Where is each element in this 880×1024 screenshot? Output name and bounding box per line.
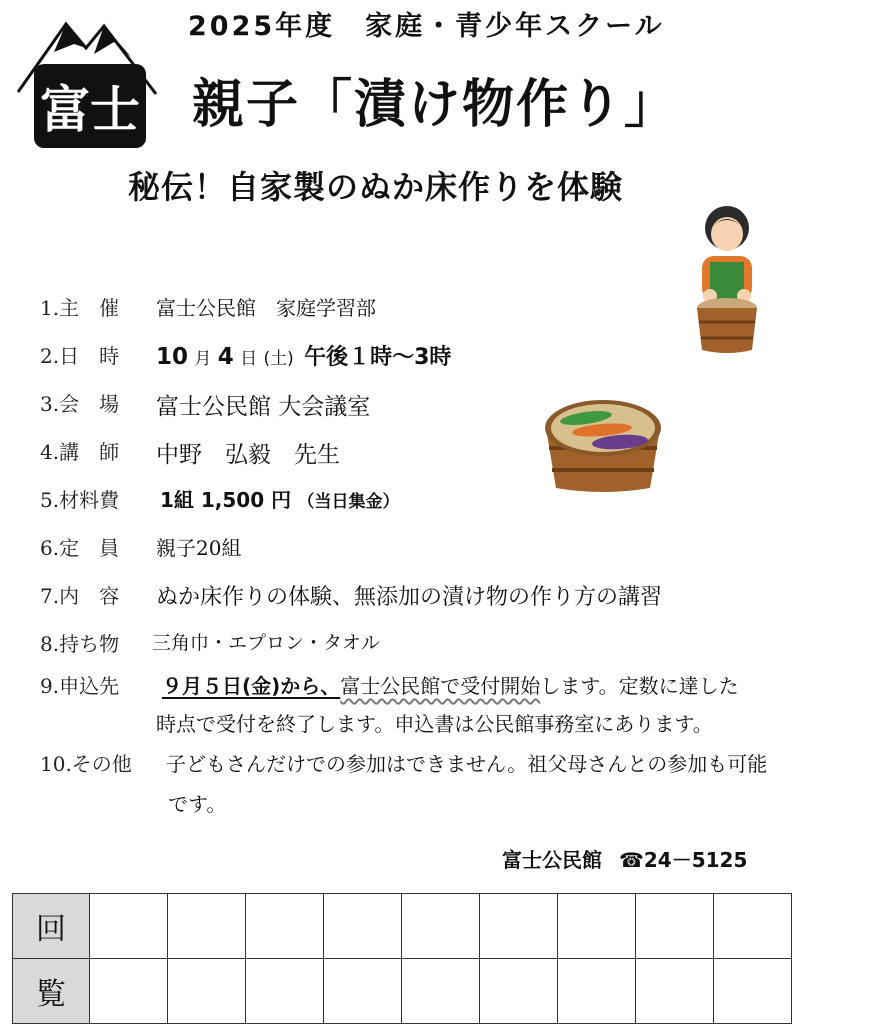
circulation-char: 回 bbox=[13, 894, 90, 959]
item-label: 9.申込先 bbox=[40, 674, 120, 698]
event-weekday: (土) bbox=[263, 349, 294, 369]
stamp-cell bbox=[714, 894, 792, 959]
contact-name: 富士公民館 bbox=[502, 848, 602, 872]
stamp-cell bbox=[636, 959, 714, 1024]
item-value: 中野 弘毅 先生 bbox=[156, 442, 340, 468]
circulation-char: 覧 bbox=[13, 959, 90, 1024]
stamp-cell bbox=[168, 959, 246, 1024]
item-label: 4.講 師 bbox=[40, 440, 120, 464]
item-label: 1.主 催 bbox=[40, 296, 120, 320]
item-label: 10.その他 bbox=[40, 752, 132, 776]
nuka-barrel-vegetables-illustration bbox=[540, 396, 666, 496]
logo-text: 富士 bbox=[40, 80, 140, 139]
item-label: 8.持ち物 bbox=[40, 632, 120, 656]
item-label: 2.日 時 bbox=[40, 344, 120, 368]
item-label: 7.内 容 bbox=[40, 584, 120, 608]
fuji-logo bbox=[14, 12, 160, 152]
event-time: 午後１時～3時 bbox=[304, 345, 452, 370]
stamp-cell bbox=[558, 959, 636, 1024]
application-line2: 時点で受付を終了します。申込書は公民館事務室にあります。 bbox=[156, 712, 713, 736]
item-value: 富士公民館 大会議室 bbox=[156, 394, 371, 420]
year-line: 2025年度 家庭・青少年スクール bbox=[188, 11, 665, 42]
application-place: 富士公民館で受付開始 bbox=[340, 674, 541, 698]
phone-icon: ☎ bbox=[618, 848, 644, 872]
stamp-cell bbox=[402, 959, 480, 1024]
stamp-cell bbox=[636, 894, 714, 959]
stamp-cell bbox=[246, 894, 324, 959]
stamp-cell bbox=[480, 959, 558, 1024]
stamp-cell bbox=[246, 959, 324, 1024]
stamp-cell bbox=[714, 959, 792, 1024]
contact-phone: 24－5125 bbox=[643, 848, 748, 872]
stamp-cell bbox=[90, 959, 168, 1024]
event-day: 4 bbox=[217, 344, 234, 370]
stamp-cell bbox=[402, 894, 480, 959]
item-value: 親子20組 bbox=[156, 536, 242, 560]
stamp-cell bbox=[324, 959, 402, 1024]
other-line2: です。 bbox=[168, 792, 227, 816]
page-title: 親子「漬け物作り」 bbox=[192, 75, 679, 135]
application-start: ９月５日(金)から、 bbox=[162, 674, 341, 698]
other-line1: 子どもさんだけでの参加はできません。祖父母さんとの参加も可能 bbox=[166, 752, 768, 776]
stamp-cell bbox=[480, 894, 558, 959]
fee-amount: 1組 1,500 円 bbox=[160, 488, 292, 512]
table-row bbox=[13, 959, 792, 1024]
woman-mixing-nuka-illustration bbox=[694, 204, 760, 356]
circulation-stamp-table bbox=[12, 893, 792, 1024]
stamp-cell bbox=[90, 894, 168, 959]
event-month: 10 bbox=[156, 344, 189, 370]
page-subtitle: 秘伝！自家製のぬか床作りを体験 bbox=[128, 168, 624, 206]
item-value: 富士公民館 家庭学習部 bbox=[156, 296, 376, 320]
table-row bbox=[13, 894, 792, 959]
item-label: 3.会 場 bbox=[40, 392, 120, 416]
item-label: 5.材料費 bbox=[40, 488, 120, 512]
contact-info bbox=[502, 844, 747, 873]
item-value: 三角巾・エプロン・タオル bbox=[152, 632, 381, 654]
stamp-cell bbox=[558, 894, 636, 959]
item-label: 6.定 員 bbox=[40, 536, 120, 560]
stamp-cell bbox=[324, 894, 402, 959]
fee-note: （当日集金） bbox=[297, 492, 400, 512]
stamp-cell bbox=[168, 894, 246, 959]
item-value: ぬか床作りの体験、無添加の漬け物の作り方の講習 bbox=[156, 585, 663, 610]
